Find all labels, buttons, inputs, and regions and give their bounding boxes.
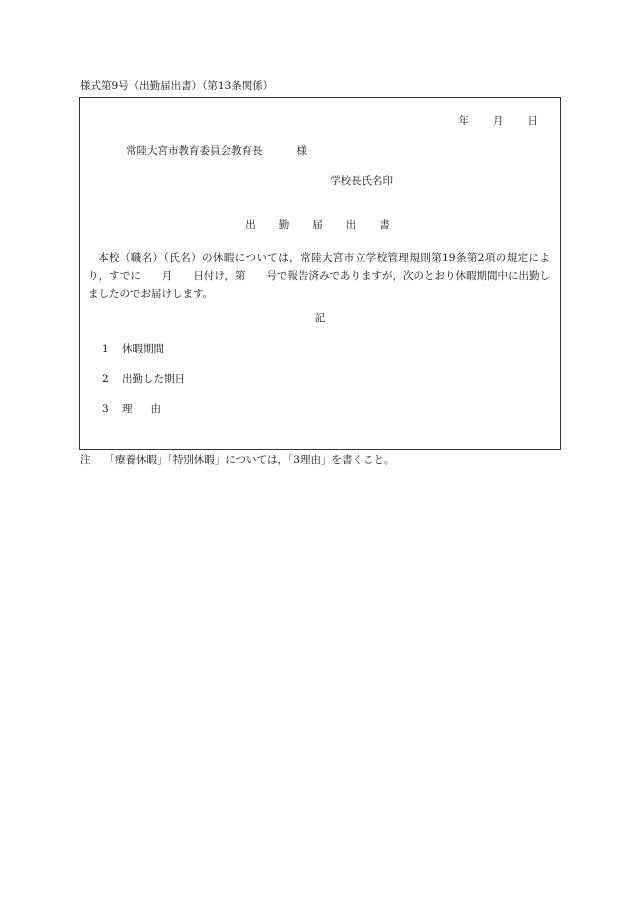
item-label: 理由 [122,403,179,415]
ki-heading: 記 [314,312,326,324]
date-month: 月 [493,115,504,127]
form-label: 様式第9号（出勤届出書）（第13条関係） [80,80,274,92]
list-item [102,343,164,357]
list-item [102,403,179,417]
footnote-text: 「療養休暇」「特別休暇」については，「3理由」を書くこと。 [104,454,395,466]
item-number: 1 [102,343,109,355]
item-number: 2 [102,373,109,385]
document-title: 出勤届出書 [245,219,413,231]
principal-seal: 学校長氏名印 [330,175,393,187]
date-year: 年 [458,115,469,127]
footnote [80,454,394,468]
item-number: 3 [102,403,109,415]
addressee-name: 常陸大宮市教育委員会教育長 [126,145,263,157]
item-label: 休暇期間 [122,343,164,355]
date-day: 日 [527,115,538,127]
addressee-honorific: 様 [296,145,307,157]
addressee [126,145,307,159]
item-label: 出勤した期日 [122,373,185,385]
footnote-mark: 注 [80,454,91,466]
date-line [459,115,539,129]
list-item [102,373,185,387]
form-frame [79,97,561,450]
body-text: 本校（職名）（氏名）の休暇については，常陸大宮市立学校管理規則第19条第2項の規定により，すでに 月 日付け，第 号で報告済みでありますが，次のとおり休暇期間中に出勤しましたのでお届けします。 [88,252,550,300]
